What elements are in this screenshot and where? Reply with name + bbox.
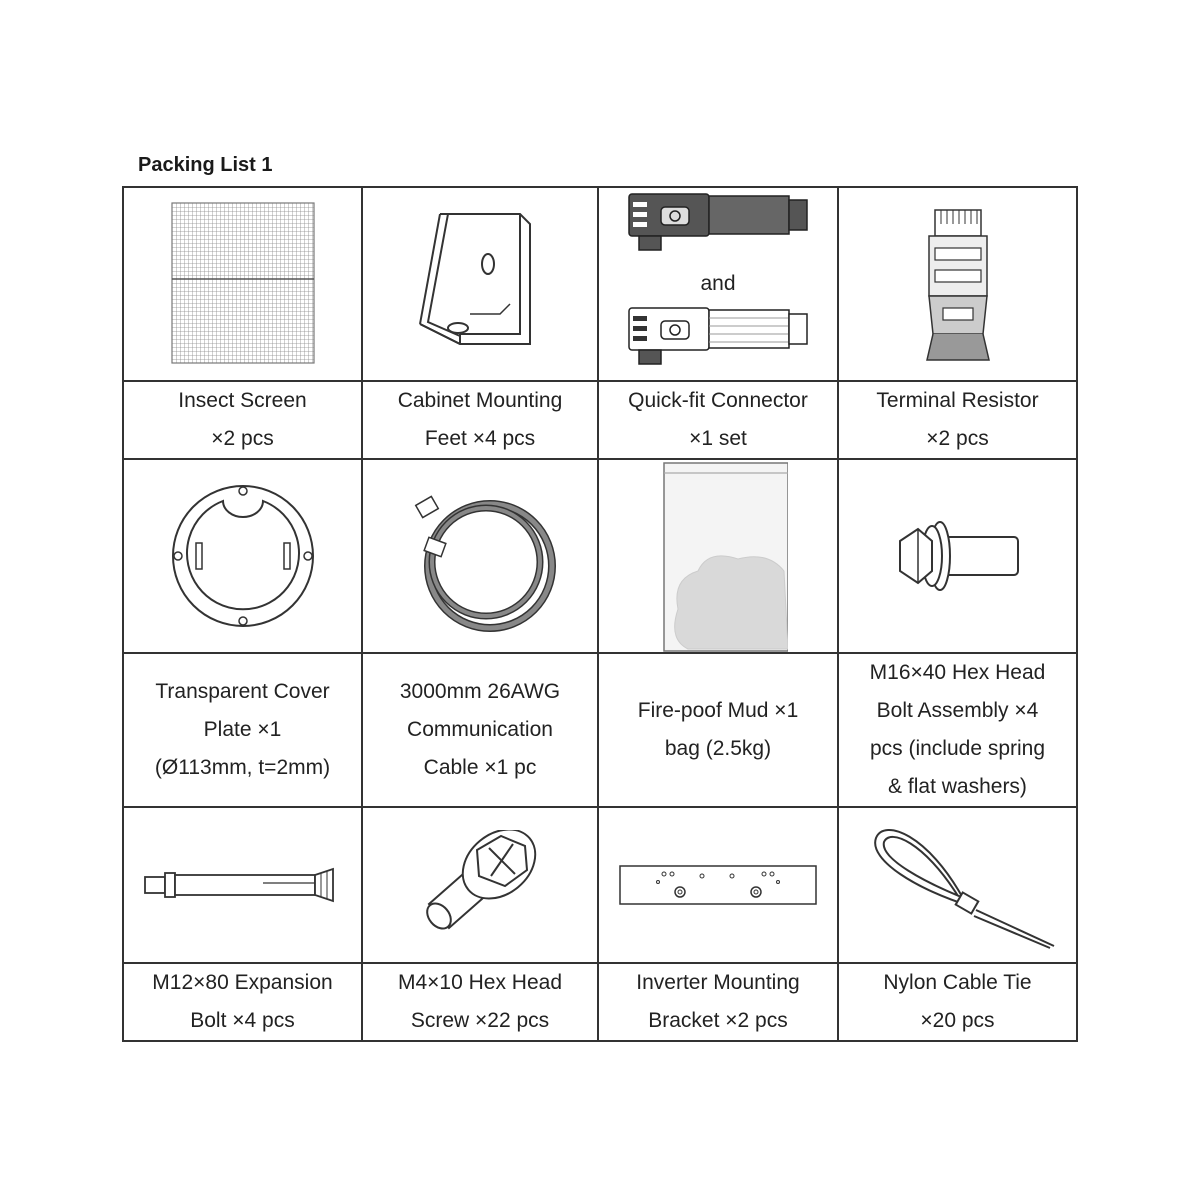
item-label: Cabinet Mounting Feet ×4 pcs — [363, 382, 599, 460]
packing-list-table — [122, 186, 1078, 1042]
mounting-foot-icon — [363, 188, 599, 382]
quick-fit-connector-icon — [599, 188, 839, 382]
item-label: Fire-poof Mud ×1 bag (2.5kg) — [599, 654, 839, 808]
table-row — [124, 188, 1076, 382]
item-label: Nylon Cable Tie ×20 pcs — [839, 964, 1076, 1042]
item-label: M4×10 Hex Head Screw ×22 pcs — [363, 964, 599, 1042]
cover-plate-icon — [124, 460, 363, 654]
item-label: Inverter Mounting Bracket ×2 pcs — [599, 964, 839, 1042]
mounting-bracket-icon — [599, 808, 839, 964]
hex-bolt-icon — [839, 460, 1076, 654]
page-title: Packing List 1 — [138, 154, 273, 176]
cable-tie-icon — [839, 808, 1076, 964]
item-label: Transparent Cover Plate ×1 (Ø113mm, t=2mm) — [124, 654, 363, 808]
item-label: 3000mm 26AWG Communication Cable ×1 pc — [363, 654, 599, 808]
hex-screw-icon — [363, 808, 599, 964]
communication-cable-icon — [363, 460, 599, 654]
terminal-resistor-icon — [839, 188, 1076, 382]
table-row — [124, 460, 1076, 654]
item-label: Quick-fit Connector ×1 set — [599, 382, 839, 460]
connector-joiner-text: and — [700, 272, 736, 295]
table-row — [124, 808, 1076, 964]
expansion-bolt-icon — [124, 808, 363, 964]
item-label: M16×40 Hex Head Bolt Assembly ×4 pcs (include spring & flat washers) — [839, 654, 1076, 808]
table-row — [124, 964, 1076, 1042]
item-label: Insect Screen ×2 pcs — [124, 382, 363, 460]
item-label: Terminal Resistor ×2 pcs — [839, 382, 1076, 460]
fireproof-mud-bag-icon — [599, 460, 839, 654]
table-row — [124, 654, 1076, 808]
item-label: M12×80 Expansion Bolt ×4 pcs — [124, 964, 363, 1042]
table-row — [124, 382, 1076, 460]
insect-screen-icon — [124, 188, 363, 382]
